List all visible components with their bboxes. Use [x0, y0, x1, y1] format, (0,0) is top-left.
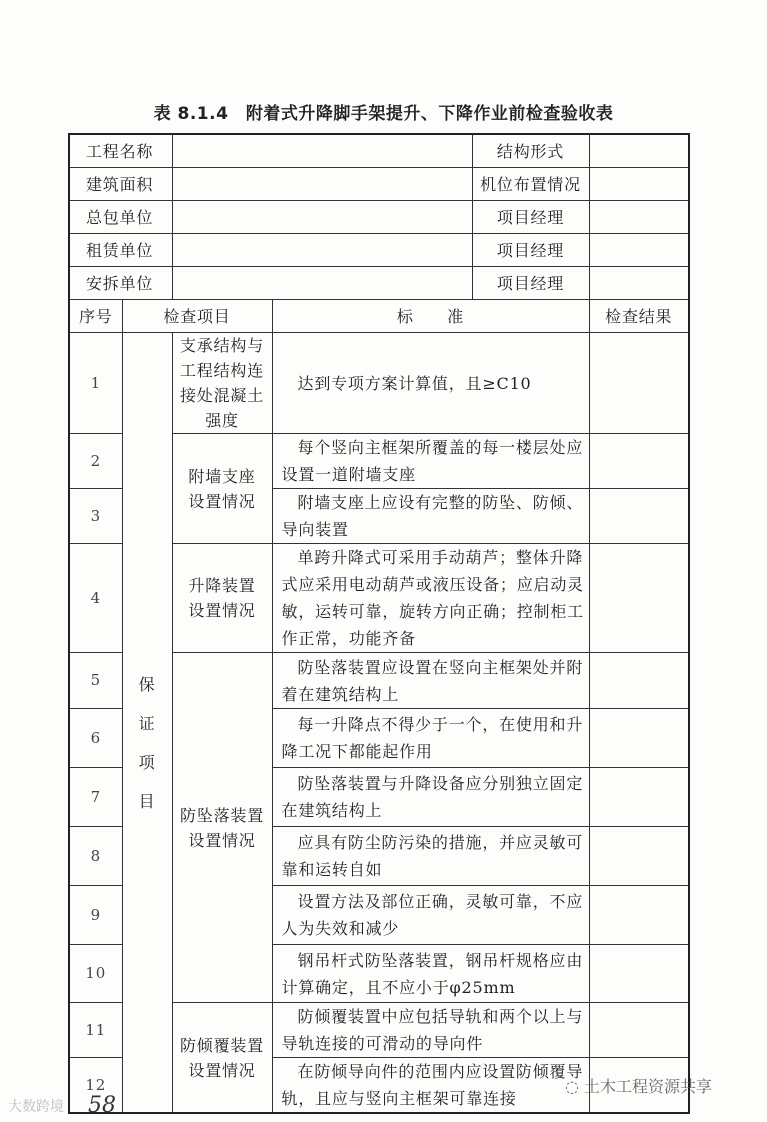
group-char: 保 — [138, 674, 156, 694]
info-value2[interactable] — [589, 234, 689, 267]
row-standard: 单跨升降式可采用手动葫芦；整体升降式应采用电动葫芦或液压设备；应启动灵敏，运转可靠，旋转方向正确；控制柜工作正常，功能齐备 — [272, 544, 589, 653]
row-standard: 在防倾导向件的范围内应设置防倾覆导轨，且应与竖向主框架可靠连接 — [272, 1058, 589, 1114]
watermark-right — [565, 1074, 712, 1097]
group-char: 项 — [138, 752, 156, 772]
row-standard: 防坠落装置与升降设备应分别独立固定在建筑结构上 — [272, 768, 589, 827]
info-value2[interactable] — [589, 267, 689, 300]
info-label: 总包单位 — [69, 201, 172, 234]
table-row — [69, 333, 689, 434]
info-value2[interactable] — [589, 201, 689, 234]
info-label: 安拆单位 — [69, 267, 172, 300]
info-label: 建筑面积 — [69, 168, 172, 201]
item-label: 附墙支座设置情况 — [172, 434, 272, 544]
header-item: 检查项目 — [122, 300, 272, 333]
row-result[interactable] — [589, 886, 689, 945]
info-label2: 项目经理 — [472, 201, 589, 234]
header-seq: 序号 — [69, 300, 122, 333]
row-seq: 12 — [69, 1058, 122, 1114]
row-seq: 3 — [69, 489, 122, 544]
row-seq: 9 — [69, 886, 122, 945]
group-char: 目 — [138, 791, 156, 811]
group-char: 证 — [138, 713, 156, 733]
info-value[interactable] — [172, 234, 472, 267]
row-standard: 钢吊杆式防坠落装置，钢吊杆规格应由计算确定，且不应小于φ25mm — [272, 945, 589, 1003]
row-seq: 7 — [69, 768, 122, 827]
info-label: 工程名称 — [69, 134, 172, 168]
header-standard: 标 准 — [272, 300, 589, 333]
row-result[interactable] — [589, 945, 689, 1003]
info-label2: 项目经理 — [472, 234, 589, 267]
row-seq: 11 — [69, 1003, 122, 1058]
info-value2[interactable] — [589, 134, 689, 168]
item-label: 防倾覆装置设置情况 — [172, 1003, 272, 1114]
row-standard: 防倾覆装置中应包括导轨和两个以上与导轨连接的可滑动的导向件 — [272, 1003, 589, 1058]
info-value[interactable] — [172, 134, 472, 168]
info-value[interactable] — [172, 201, 472, 234]
row-standard: 应具有防尘防污染的措施，并应灵敏可靠和运转自如 — [272, 827, 589, 886]
info-row — [69, 234, 689, 267]
row-result[interactable] — [589, 768, 689, 827]
info-label2: 机位布置情况 — [472, 168, 589, 201]
row-standard: 每一升降点不得少于一个，在使用和升降工况下都能起作用 — [272, 709, 589, 768]
header-result: 检查结果 — [589, 300, 689, 333]
row-seq: 10 — [69, 945, 122, 1003]
row-result[interactable] — [589, 1003, 689, 1058]
group-label — [122, 333, 172, 1114]
item-label: 防坠落装置设置情况 — [172, 653, 272, 1003]
watermark-right-text: 土木工程资源共享 — [584, 1077, 713, 1096]
row-result[interactable] — [589, 827, 689, 886]
table-title: 表 8.1.4 附着式升降脚手架提升、下降作业前检查验收表 — [153, 104, 614, 124]
row-standard: 每个竖向主框架所覆盖的每一楼层处应设置一道附墙支座 — [272, 434, 589, 489]
info-row — [69, 134, 689, 168]
row-standard: 附墙支座上应设有完整的防坠、防倾、导向装置 — [272, 489, 589, 544]
row-result[interactable] — [589, 489, 689, 544]
info-label2: 结构形式 — [472, 134, 589, 168]
row-result[interactable] — [589, 434, 689, 489]
info-value[interactable] — [172, 168, 472, 201]
info-row — [69, 168, 689, 201]
row-standard: 防坠落装置应设置在竖向主框架处并附着在建筑结构上 — [272, 653, 589, 709]
row-seq: 4 — [69, 544, 122, 653]
row-seq: 1 — [69, 333, 122, 434]
row-seq: 2 — [69, 434, 122, 489]
row-standard: 设置方法及部位正确，灵敏可靠，不应人为失效和减少 — [272, 886, 589, 945]
info-row — [69, 201, 689, 234]
row-result[interactable] — [589, 333, 689, 434]
row-seq: 6 — [69, 709, 122, 768]
column-header-row — [69, 300, 689, 333]
item-label: 升降装置设置情况 — [172, 544, 272, 653]
row-result[interactable] — [589, 544, 689, 653]
info-row — [69, 267, 689, 300]
watermark-left: 大数跨境 — [8, 1099, 64, 1115]
info-label2: 项目经理 — [472, 267, 589, 300]
wechat-icon: ◌ — [565, 1077, 585, 1096]
inspection-table — [68, 133, 690, 1114]
row-seq: 5 — [69, 653, 122, 709]
info-label: 租赁单位 — [69, 234, 172, 267]
item-label: 支承结构与工程结构连接处混凝土强度 — [172, 333, 272, 434]
row-result[interactable] — [589, 709, 689, 768]
row-seq: 8 — [69, 827, 122, 886]
info-value2[interactable] — [589, 168, 689, 201]
info-value[interactable] — [172, 267, 472, 300]
row-result[interactable] — [589, 653, 689, 709]
page-number: 58 — [88, 1093, 116, 1118]
row-standard: 达到专项方案计算值，且≥C10 — [272, 333, 589, 434]
